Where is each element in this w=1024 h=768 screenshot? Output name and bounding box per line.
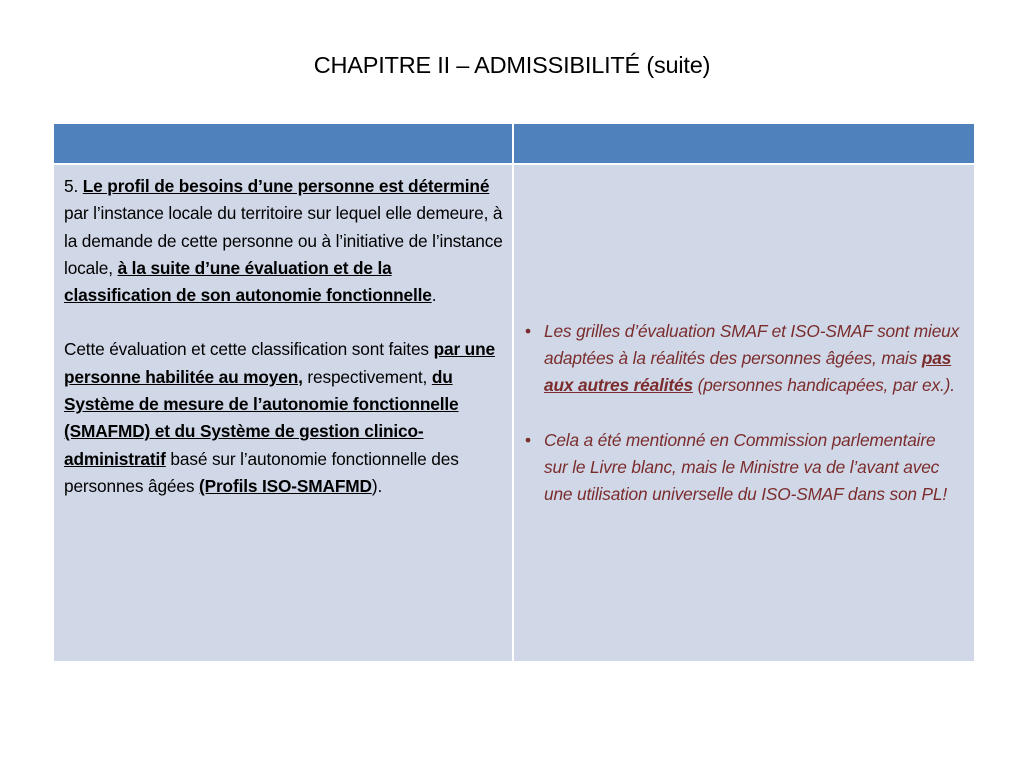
- law-text: respectivement,: [302, 366, 432, 387]
- list-item: [522, 427, 960, 509]
- law-emphasis: du Système de mesure de l’autonomie fonctionnelle (SMAFMD) et du Système de gestion clinico-administratif: [64, 366, 459, 469]
- comparison-table: [52, 122, 976, 663]
- law-text: par l’instance locale du territoire sur lequel elle demeure, à la demande de cette personne ou à l’initiative de l’instance locale,: [64, 203, 503, 278]
- comment-text: Les grilles d’évaluation SMAF et ISO-SMAF sont mieux adaptées à la réalités des personnes âgées, mais: [544, 320, 960, 368]
- law-text: ).: [371, 475, 383, 496]
- article-number: 5.: [64, 176, 83, 196]
- law-emphasis: à la suite d’une évaluation et de la classification de son autonomie fonctionnelle: [64, 257, 432, 306]
- law-text: .: [431, 285, 437, 306]
- table-header-right: [513, 123, 975, 164]
- comment-cell: [513, 164, 975, 662]
- bullet-icon: •: [525, 320, 531, 341]
- comment-emphasis: pas aux autres réalités: [544, 347, 952, 396]
- table-header-row: [53, 123, 975, 164]
- law-paragraph-2: [64, 336, 503, 500]
- comment-text: (personnes handicapées, par ex.).: [692, 375, 955, 396]
- list-item: [522, 318, 960, 400]
- bullet-icon: •: [525, 429, 531, 450]
- law-text-cell: [53, 164, 513, 662]
- law-text: basé sur l’autonomie fonctionnelle des personnes âgées: [64, 448, 459, 496]
- law-paragraph-1: [64, 173, 503, 309]
- law-emphasis: Le profil de besoins d’une personne est déterminé: [82, 176, 490, 196]
- table-header-left: [53, 123, 513, 164]
- table-row: [53, 164, 975, 662]
- comment-text: Cela a été mentionné en Commission parlementaire sur le Livre blanc, mais le Ministre va de l’avant avec une utilisation universelle du ISO-SMAF dans son PL!: [544, 429, 948, 505]
- law-text: Cette évaluation et cette classification sont faites: [64, 339, 434, 360]
- comment-list: [522, 318, 960, 509]
- law-emphasis: (Profils ISO-SMAFMD: [199, 475, 372, 496]
- slide-title: CHAPITRE II – ADMISSIBILITÉ (suite): [313, 52, 711, 78]
- law-emphasis: par une personne habilitée au moyen,: [64, 339, 495, 387]
